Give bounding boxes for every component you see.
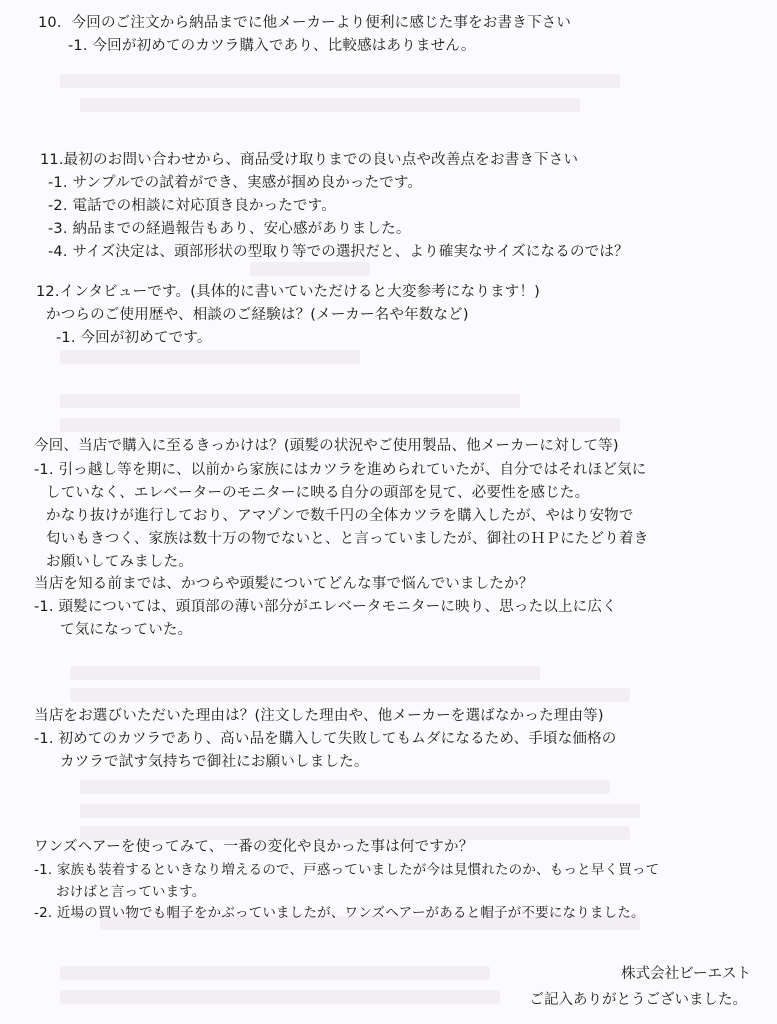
show-through — [70, 688, 630, 702]
change-line: おけばと言っています。 — [56, 884, 206, 900]
q11-answer: -1. サンプルでの試着ができ、実感が掴め良かったです。 — [48, 175, 423, 191]
change-line: -2. 近場の買い物でも帽子をかぶっていましたが、ワンズヘアーがあると帽子が不要になりました。 — [34, 905, 645, 921]
worry-line: -1. 頭髪については、頭頂部の薄い部分がエレベータモニターに映り、思った以上に広く — [34, 599, 617, 615]
q10-answer: -1. 今回が初めてのカツラ購入であり、比較感はありません。 — [68, 38, 476, 54]
change-line: -1. 家族も装着するといきなり増えるので、戸惑っていましたが今は見慣れたのか、もっと早く買って — [34, 862, 660, 878]
show-through — [250, 262, 370, 276]
show-through — [60, 350, 360, 364]
thanks-message: ご記入ありがとうございました。 — [529, 992, 747, 1008]
trigger-line: かなり抜けが進行しており、アマゾンで数千円の全体カツラを購入したが、やはり安物で — [46, 508, 634, 524]
reason-heading: 当店をお選びいただいた理由は？(注文した理由や、他メーカーを選ばなかった理由等) — [34, 708, 604, 724]
show-through — [80, 98, 580, 112]
company-name: 株式会社ビーエスト — [621, 966, 751, 982]
q11-answer: -2. 電話での相談に対応頂き良かったです。 — [48, 198, 336, 214]
q11-answer: -3. 納品までの経過報告もあり、安心感がありました。 — [48, 221, 411, 237]
q12-answer: -1. 今回が初めてです。 — [56, 330, 212, 346]
trigger-line: お願いしてみました。 — [46, 554, 193, 570]
trigger-line: -1. 引っ越し等を期に、以前から家族にはカツラを進められていたが、自分ではそれほど気に — [34, 462, 647, 478]
trigger-line: 匂いもきつく、家族は数十万の物でないと、と言っていましたが、御社のＨＰにたどり着き — [46, 531, 649, 547]
q11-heading: 11.最初のお問い合わせから、商品受け取りまでの良い点や改善点をお書き下さい — [40, 152, 579, 168]
q10-heading: 10．今回のご注文から納品までに他メーカーより便利に感じた事をお書き下さい — [38, 15, 572, 31]
q11-answer: -4. サイズ決定は、頭部形状の型取り等での選択だと、より確実なサイズになるのでは？ — [48, 244, 629, 260]
show-through — [80, 780, 610, 794]
show-through — [60, 418, 620, 432]
worry-heading: 当店を知る前までは、かつらや頭髪についてどんな事で悩んでいましたか？ — [34, 576, 534, 592]
show-through — [60, 394, 520, 408]
trigger-line: していなく、エレベーターのモニターに映る自分の頭部を見て、必要性を感じた。 — [46, 485, 590, 501]
show-through — [60, 990, 500, 1004]
q12-subheading: かつらのご使用歴や、相談のご経験は？(メーカー名や年数など) — [46, 307, 469, 323]
show-through — [70, 666, 540, 680]
trigger-heading: 今回、当店で購入に至るきっかけは？(頭髪の状況やご使用製品、他メーカーに対して等) — [34, 438, 619, 454]
reason-line: カツラで試す気持ちで御社にお願いしました。 — [60, 754, 369, 770]
show-through — [60, 74, 620, 88]
worry-line: て気になっていた。 — [60, 622, 193, 638]
show-through — [80, 804, 640, 818]
reason-line: -1. 初めてのカツラであり、高い品を購入して失敗してもムダになるため、手頃な価格の — [34, 731, 617, 747]
show-through — [60, 966, 490, 980]
change-heading: ワンズヘアーを使ってみて、一番の変化や良かった事は何ですか？ — [34, 839, 474, 855]
q12-heading: 12.インタビューです。(具体的に書いていただけると大変参考になります！) — [36, 284, 541, 300]
